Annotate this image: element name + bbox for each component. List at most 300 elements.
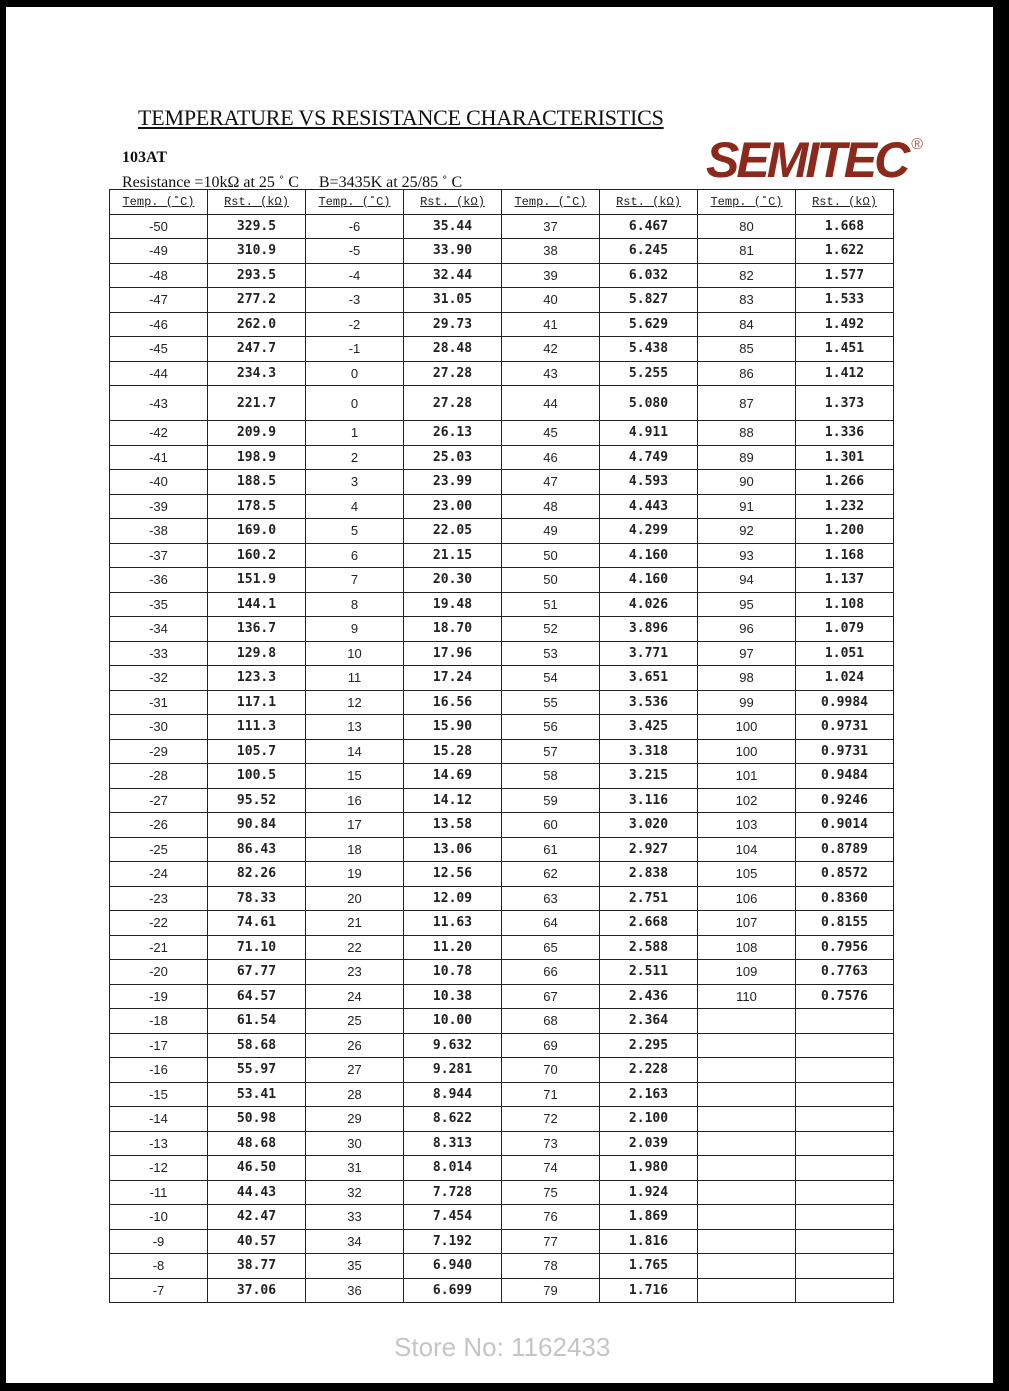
temperature-cell: 101: [698, 764, 796, 789]
temperature-cell: 5: [306, 519, 404, 544]
table-header-row: [110, 190, 894, 215]
resistance-cell: 53.41: [208, 1082, 306, 1107]
temperature-cell: -40: [110, 470, 208, 495]
table-row: [110, 1009, 894, 1034]
resistance-cell: 0.8155: [796, 911, 894, 936]
temperature-cell: 56: [502, 715, 600, 740]
temperature-cell: -4: [306, 263, 404, 288]
resistance-cell: 23.00: [404, 494, 502, 519]
temperature-cell: 67: [502, 984, 600, 1009]
temperature-cell: 13: [306, 715, 404, 740]
temperature-cell: 63: [502, 886, 600, 911]
resistance-cell: 105.7: [208, 739, 306, 764]
temperature-cell: 11: [306, 666, 404, 691]
temperature-cell: 41: [502, 312, 600, 337]
resistance-cell: 4.026: [600, 592, 698, 617]
temperature-cell: [698, 1131, 796, 1156]
resistance-cell: 1.765: [600, 1254, 698, 1279]
resistance-cell: 1.373: [796, 386, 894, 421]
resistance-cell: 4.749: [600, 445, 698, 470]
resistance-cell: 46.50: [208, 1156, 306, 1181]
temperature-cell: 77: [502, 1229, 600, 1254]
resistance-cell: 27.28: [404, 361, 502, 386]
temperature-cell: 22: [306, 935, 404, 960]
resistance-cell: 0.8789: [796, 837, 894, 862]
resistance-cell: 8.944: [404, 1082, 502, 1107]
temperature-cell: -9: [110, 1229, 208, 1254]
resistance-cell: 151.9: [208, 568, 306, 593]
resistance-cell: 7.728: [404, 1180, 502, 1205]
temperature-cell: 100: [698, 739, 796, 764]
temperature-cell: 44: [502, 386, 600, 421]
temperature-cell: -48: [110, 263, 208, 288]
resistance-cell: 117.1: [208, 690, 306, 715]
header-temperature: [698, 190, 796, 215]
header-label: Rst. (kΩ): [812, 194, 877, 209]
resistance-cell: 74.61: [208, 911, 306, 936]
temperature-cell: 32: [306, 1180, 404, 1205]
temperature-cell: 18: [306, 837, 404, 862]
resistance-cell: 1.336: [796, 421, 894, 446]
table-row: [110, 1205, 894, 1230]
resistance-cell: 198.9: [208, 445, 306, 470]
resistance-cell: 6.245: [600, 239, 698, 264]
resistance-cell: 42.47: [208, 1205, 306, 1230]
resistance-cell: 1.108: [796, 592, 894, 617]
temperature-cell: 55: [502, 690, 600, 715]
table-row: [110, 421, 894, 446]
temperature-cell: 71: [502, 1082, 600, 1107]
temperature-cell: 72: [502, 1107, 600, 1132]
resistance-cell: 86.43: [208, 837, 306, 862]
table-row: [110, 494, 894, 519]
resistance-cell: 6.467: [600, 214, 698, 239]
resistance-cell: 1.577: [796, 263, 894, 288]
resistance-cell: 0.7956: [796, 935, 894, 960]
resistance-cell: 1.232: [796, 494, 894, 519]
document-title: TEMPERATURE VS RESISTANCE CHARACTERISTICS: [138, 105, 664, 130]
temperature-cell: -36: [110, 568, 208, 593]
temperature-cell: 53: [502, 641, 600, 666]
temperature-cell: 16: [306, 788, 404, 813]
resistance-cell: 4.911: [600, 421, 698, 446]
resistance-cell: 18.70: [404, 617, 502, 642]
resistance-cell: 3.896: [600, 617, 698, 642]
resistance-cell: 3.116: [600, 788, 698, 813]
header-label: Temp. (˚C): [710, 194, 783, 209]
table-row: [110, 690, 894, 715]
temperature-cell: 50: [502, 543, 600, 568]
resistance-cell: 17.24: [404, 666, 502, 691]
resistance-cell: 44.43: [208, 1180, 306, 1205]
table-row: [110, 288, 894, 313]
resistance-cell: 1.492: [796, 312, 894, 337]
resistance-cell: 0.9484: [796, 764, 894, 789]
temperature-cell: 43: [502, 361, 600, 386]
resistance-cell: 136.7: [208, 617, 306, 642]
table-row: [110, 617, 894, 642]
resistance-cell: 35.44: [404, 214, 502, 239]
temperature-cell: 7: [306, 568, 404, 593]
temperature-cell: 75: [502, 1180, 600, 1205]
temperature-cell: 80: [698, 214, 796, 239]
temperature-cell: 21: [306, 911, 404, 936]
resistance-cell: 129.8: [208, 641, 306, 666]
temperature-cell: 14: [306, 739, 404, 764]
temperature-cell: 31: [306, 1156, 404, 1181]
table-row: [110, 886, 894, 911]
resistance-cell: 82.26: [208, 862, 306, 887]
temperature-cell: -34: [110, 617, 208, 642]
resistance-cell: 5.629: [600, 312, 698, 337]
table-row: [110, 935, 894, 960]
table-row: [110, 1058, 894, 1083]
table-row: [110, 1180, 894, 1205]
temperature-cell: 48: [502, 494, 600, 519]
temperature-cell: -24: [110, 862, 208, 887]
resistance-cell: 310.9: [208, 239, 306, 264]
temperature-cell: 23: [306, 960, 404, 985]
resistance-cell: 2.364: [600, 1009, 698, 1034]
temperature-cell: 99: [698, 690, 796, 715]
resistance-cell: [796, 1131, 894, 1156]
header-label: Rst. (kΩ): [616, 194, 681, 209]
temperature-cell: 97: [698, 641, 796, 666]
table-row: [110, 239, 894, 264]
temperature-cell: 108: [698, 935, 796, 960]
temperature-cell: -50: [110, 214, 208, 239]
resistance-cell: 0.9246: [796, 788, 894, 813]
resistance-cell: 5.438: [600, 337, 698, 362]
temperature-cell: -41: [110, 445, 208, 470]
table-row: [110, 1033, 894, 1058]
resistance-cell: 6.940: [404, 1254, 502, 1279]
resistance-cell: 0.7576: [796, 984, 894, 1009]
temperature-cell: 45: [502, 421, 600, 446]
temperature-cell: 78: [502, 1254, 600, 1279]
resistance-cell: 1.412: [796, 361, 894, 386]
resistance-cell: 21.15: [404, 543, 502, 568]
temperature-cell: -31: [110, 690, 208, 715]
resistance-cell: 144.1: [208, 592, 306, 617]
temperature-cell: -29: [110, 739, 208, 764]
temperature-cell: -37: [110, 543, 208, 568]
resistance-cell: 1.533: [796, 288, 894, 313]
resistance-cell: 17.96: [404, 641, 502, 666]
temperature-cell: [698, 1082, 796, 1107]
header-resistance: [600, 190, 698, 215]
resistance-cell: 2.588: [600, 935, 698, 960]
temperature-cell: 105: [698, 862, 796, 887]
temperature-cell: -3: [306, 288, 404, 313]
header-resistance: [208, 190, 306, 215]
resistance-cell: 3.771: [600, 641, 698, 666]
table-row: [110, 312, 894, 337]
temperature-cell: 50: [502, 568, 600, 593]
temperature-cell: 19: [306, 862, 404, 887]
resistance-cell: 58.68: [208, 1033, 306, 1058]
header-temperature: [502, 190, 600, 215]
resistance-cell: 25.03: [404, 445, 502, 470]
temperature-cell: 81: [698, 239, 796, 264]
resistance-cell: 78.33: [208, 886, 306, 911]
temperature-cell: -6: [306, 214, 404, 239]
temperature-cell: 57: [502, 739, 600, 764]
temperature-cell: -26: [110, 813, 208, 838]
resistance-cell: 1.024: [796, 666, 894, 691]
resistance-cell: 2.511: [600, 960, 698, 985]
temperature-cell: -20: [110, 960, 208, 985]
resistance-cell: 5.827: [600, 288, 698, 313]
temperature-cell: 83: [698, 288, 796, 313]
resistance-cell: 10.78: [404, 960, 502, 985]
temperature-cell: 54: [502, 666, 600, 691]
resistance-cell: 1.668: [796, 214, 894, 239]
temperature-cell: -16: [110, 1058, 208, 1083]
header-label: Temp. (˚C): [122, 194, 195, 209]
resistance-cell: 2.751: [600, 886, 698, 911]
resistance-cell: 32.44: [404, 263, 502, 288]
resistance-cell: 0.8572: [796, 862, 894, 887]
resistance-cell: 262.0: [208, 312, 306, 337]
resistance-cell: 4.443: [600, 494, 698, 519]
resistance-cell: 16.56: [404, 690, 502, 715]
temperature-cell: [698, 1033, 796, 1058]
resistance-cell: 277.2: [208, 288, 306, 313]
table-row: [110, 445, 894, 470]
table-row: [110, 1254, 894, 1279]
header-temperature: [306, 190, 404, 215]
resistance-cell: [796, 1229, 894, 1254]
temperature-cell: -47: [110, 288, 208, 313]
temperature-cell: 86: [698, 361, 796, 386]
resistance-cell: 14.12: [404, 788, 502, 813]
resistance-cell: 0.9984: [796, 690, 894, 715]
resistance-cell: 26.13: [404, 421, 502, 446]
resistance-cell: 61.54: [208, 1009, 306, 1034]
temperature-cell: -43: [110, 386, 208, 421]
temperature-cell: 49: [502, 519, 600, 544]
temperature-cell: 109: [698, 960, 796, 985]
table-row: [110, 788, 894, 813]
temperature-cell: 47: [502, 470, 600, 495]
temperature-cell: 15: [306, 764, 404, 789]
table-row: [110, 470, 894, 495]
registered-mark: ®: [911, 136, 921, 153]
table-row: [110, 263, 894, 288]
temperature-cell: -10: [110, 1205, 208, 1230]
temperature-cell: 61: [502, 837, 600, 862]
temperature-cell: -28: [110, 764, 208, 789]
temperature-cell: -5: [306, 239, 404, 264]
temperature-cell: 85: [698, 337, 796, 362]
temperature-cell: 102: [698, 788, 796, 813]
temperature-cell: 12: [306, 690, 404, 715]
resistance-cell: [796, 1058, 894, 1083]
temperature-cell: 110: [698, 984, 796, 1009]
temperature-cell: -22: [110, 911, 208, 936]
resistance-cell: 38.77: [208, 1254, 306, 1279]
resistance-cell: 2.838: [600, 862, 698, 887]
resistance-cell: 3.215: [600, 764, 698, 789]
resistance-cell: 3.425: [600, 715, 698, 740]
temperature-cell: -38: [110, 519, 208, 544]
table-row: [110, 361, 894, 386]
temperature-cell: 59: [502, 788, 600, 813]
temperature-cell: [698, 1229, 796, 1254]
table-row: [110, 862, 894, 887]
resistance-cell: 71.10: [208, 935, 306, 960]
temperature-cell: -11: [110, 1180, 208, 1205]
table-row: [110, 984, 894, 1009]
temperature-cell: -12: [110, 1156, 208, 1181]
temperature-cell: 60: [502, 813, 600, 838]
temperature-cell: 30: [306, 1131, 404, 1156]
resistance-cell: [796, 1009, 894, 1034]
temperature-cell: -14: [110, 1107, 208, 1132]
table-row: [110, 1278, 894, 1303]
resistance-cell: 4.593: [600, 470, 698, 495]
temperature-cell: 35: [306, 1254, 404, 1279]
temperature-cell: 25: [306, 1009, 404, 1034]
resistance-cell: 1.079: [796, 617, 894, 642]
resistance-cell: 1.924: [600, 1180, 698, 1205]
resistance-cell: 1.716: [600, 1278, 698, 1303]
resistance-cell: 169.0: [208, 519, 306, 544]
temperature-cell: -25: [110, 837, 208, 862]
temperature-cell: 106: [698, 886, 796, 911]
resistance-cell: 8.313: [404, 1131, 502, 1156]
resistance-cell: 19.48: [404, 592, 502, 617]
temperature-cell: 27: [306, 1058, 404, 1083]
temperature-cell: 68: [502, 1009, 600, 1034]
resistance-cell: 29.73: [404, 312, 502, 337]
resistance-cell: 90.84: [208, 813, 306, 838]
resistance-cell: 13.06: [404, 837, 502, 862]
temperature-cell: 65: [502, 935, 600, 960]
resistance-cell: 2.100: [600, 1107, 698, 1132]
resistance-cell: 2.295: [600, 1033, 698, 1058]
resistance-cell: 64.57: [208, 984, 306, 1009]
temperature-cell: -23: [110, 886, 208, 911]
resistance-cell: 55.97: [208, 1058, 306, 1083]
resistance-cell: 9.281: [404, 1058, 502, 1083]
resistance-cell: 3.536: [600, 690, 698, 715]
temperature-cell: 20: [306, 886, 404, 911]
temperature-cell: 62: [502, 862, 600, 887]
resistance-cell: 0.9731: [796, 739, 894, 764]
resistance-cell: 48.68: [208, 1131, 306, 1156]
resistance-cell: 3.020: [600, 813, 698, 838]
temperature-cell: 34: [306, 1229, 404, 1254]
temperature-cell: -19: [110, 984, 208, 1009]
temperature-cell: 91: [698, 494, 796, 519]
table-row: [110, 1156, 894, 1181]
resistance-cell: 67.77: [208, 960, 306, 985]
resistance-cell: 1.266: [796, 470, 894, 495]
resistance-cell: 209.9: [208, 421, 306, 446]
resistance-cell: [796, 1156, 894, 1181]
header-resistance: [404, 190, 502, 215]
resistance-cell: 1.168: [796, 543, 894, 568]
resistance-cell: 2.668: [600, 911, 698, 936]
temperature-cell: 0: [306, 386, 404, 421]
temperature-cell: 52: [502, 617, 600, 642]
temperature-cell: -8: [110, 1254, 208, 1279]
temperature-cell: 98: [698, 666, 796, 691]
temperature-cell: 93: [698, 543, 796, 568]
resistance-cell: 6.032: [600, 263, 698, 288]
resistance-cell: 15.90: [404, 715, 502, 740]
resistance-cell: 8.014: [404, 1156, 502, 1181]
header-temperature: [110, 190, 208, 215]
resistance-cell: 178.5: [208, 494, 306, 519]
watermark: Store No: 1162433: [394, 1332, 611, 1362]
resistance-cell: 1.451: [796, 337, 894, 362]
resistance-cell: 100.5: [208, 764, 306, 789]
resistance-cell: 234.3: [208, 361, 306, 386]
resistance-cell: 10.38: [404, 984, 502, 1009]
temperature-cell: 17: [306, 813, 404, 838]
resistance-cell: 31.05: [404, 288, 502, 313]
temperature-cell: 107: [698, 911, 796, 936]
temperature-cell: -46: [110, 312, 208, 337]
resistance-cell: 0.9731: [796, 715, 894, 740]
table-row: [110, 543, 894, 568]
temperature-cell: 92: [698, 519, 796, 544]
spec-line: Resistance =10kΩ at 25 ˚ C B=3435K at 25/85 ˚ C: [122, 174, 463, 191]
resistance-cell: 11.63: [404, 911, 502, 936]
resistance-cell: 14.69: [404, 764, 502, 789]
temperature-cell: [698, 1254, 796, 1279]
table-row: [110, 1107, 894, 1132]
resistance-cell: 15.28: [404, 739, 502, 764]
temperature-cell: 96: [698, 617, 796, 642]
header-label: Rst. (kΩ): [224, 194, 289, 209]
temperature-cell: -18: [110, 1009, 208, 1034]
temperature-cell: -32: [110, 666, 208, 691]
resistance-cell: [796, 1180, 894, 1205]
temperature-cell: 24: [306, 984, 404, 1009]
temperature-cell: 33: [306, 1205, 404, 1230]
resistance-cell: 1.869: [600, 1205, 698, 1230]
temperature-cell: -21: [110, 935, 208, 960]
temperature-cell: [698, 1278, 796, 1303]
temperature-cell: 39: [502, 263, 600, 288]
temperature-cell: 74: [502, 1156, 600, 1181]
temperature-cell: 100: [698, 715, 796, 740]
resistance-cell: 1.622: [796, 239, 894, 264]
logo-text: SEMITEC: [706, 132, 908, 188]
resistance-cell: 40.57: [208, 1229, 306, 1254]
table-row: [110, 337, 894, 362]
resistance-cell: 8.622: [404, 1107, 502, 1132]
table-row: [110, 214, 894, 239]
temperature-cell: -2: [306, 312, 404, 337]
temperature-cell: 9: [306, 617, 404, 642]
temperature-cell: -13: [110, 1131, 208, 1156]
header-resistance: [796, 190, 894, 215]
temperature-cell: 40: [502, 288, 600, 313]
temperature-cell: 8: [306, 592, 404, 617]
temperature-cell: 104: [698, 837, 796, 862]
resistance-cell: 7.192: [404, 1229, 502, 1254]
temperature-cell: 42: [502, 337, 600, 362]
resistance-cell: 7.454: [404, 1205, 502, 1230]
resistance-cell: 293.5: [208, 263, 306, 288]
temperature-cell: -45: [110, 337, 208, 362]
header-label: Rst. (kΩ): [420, 194, 485, 209]
